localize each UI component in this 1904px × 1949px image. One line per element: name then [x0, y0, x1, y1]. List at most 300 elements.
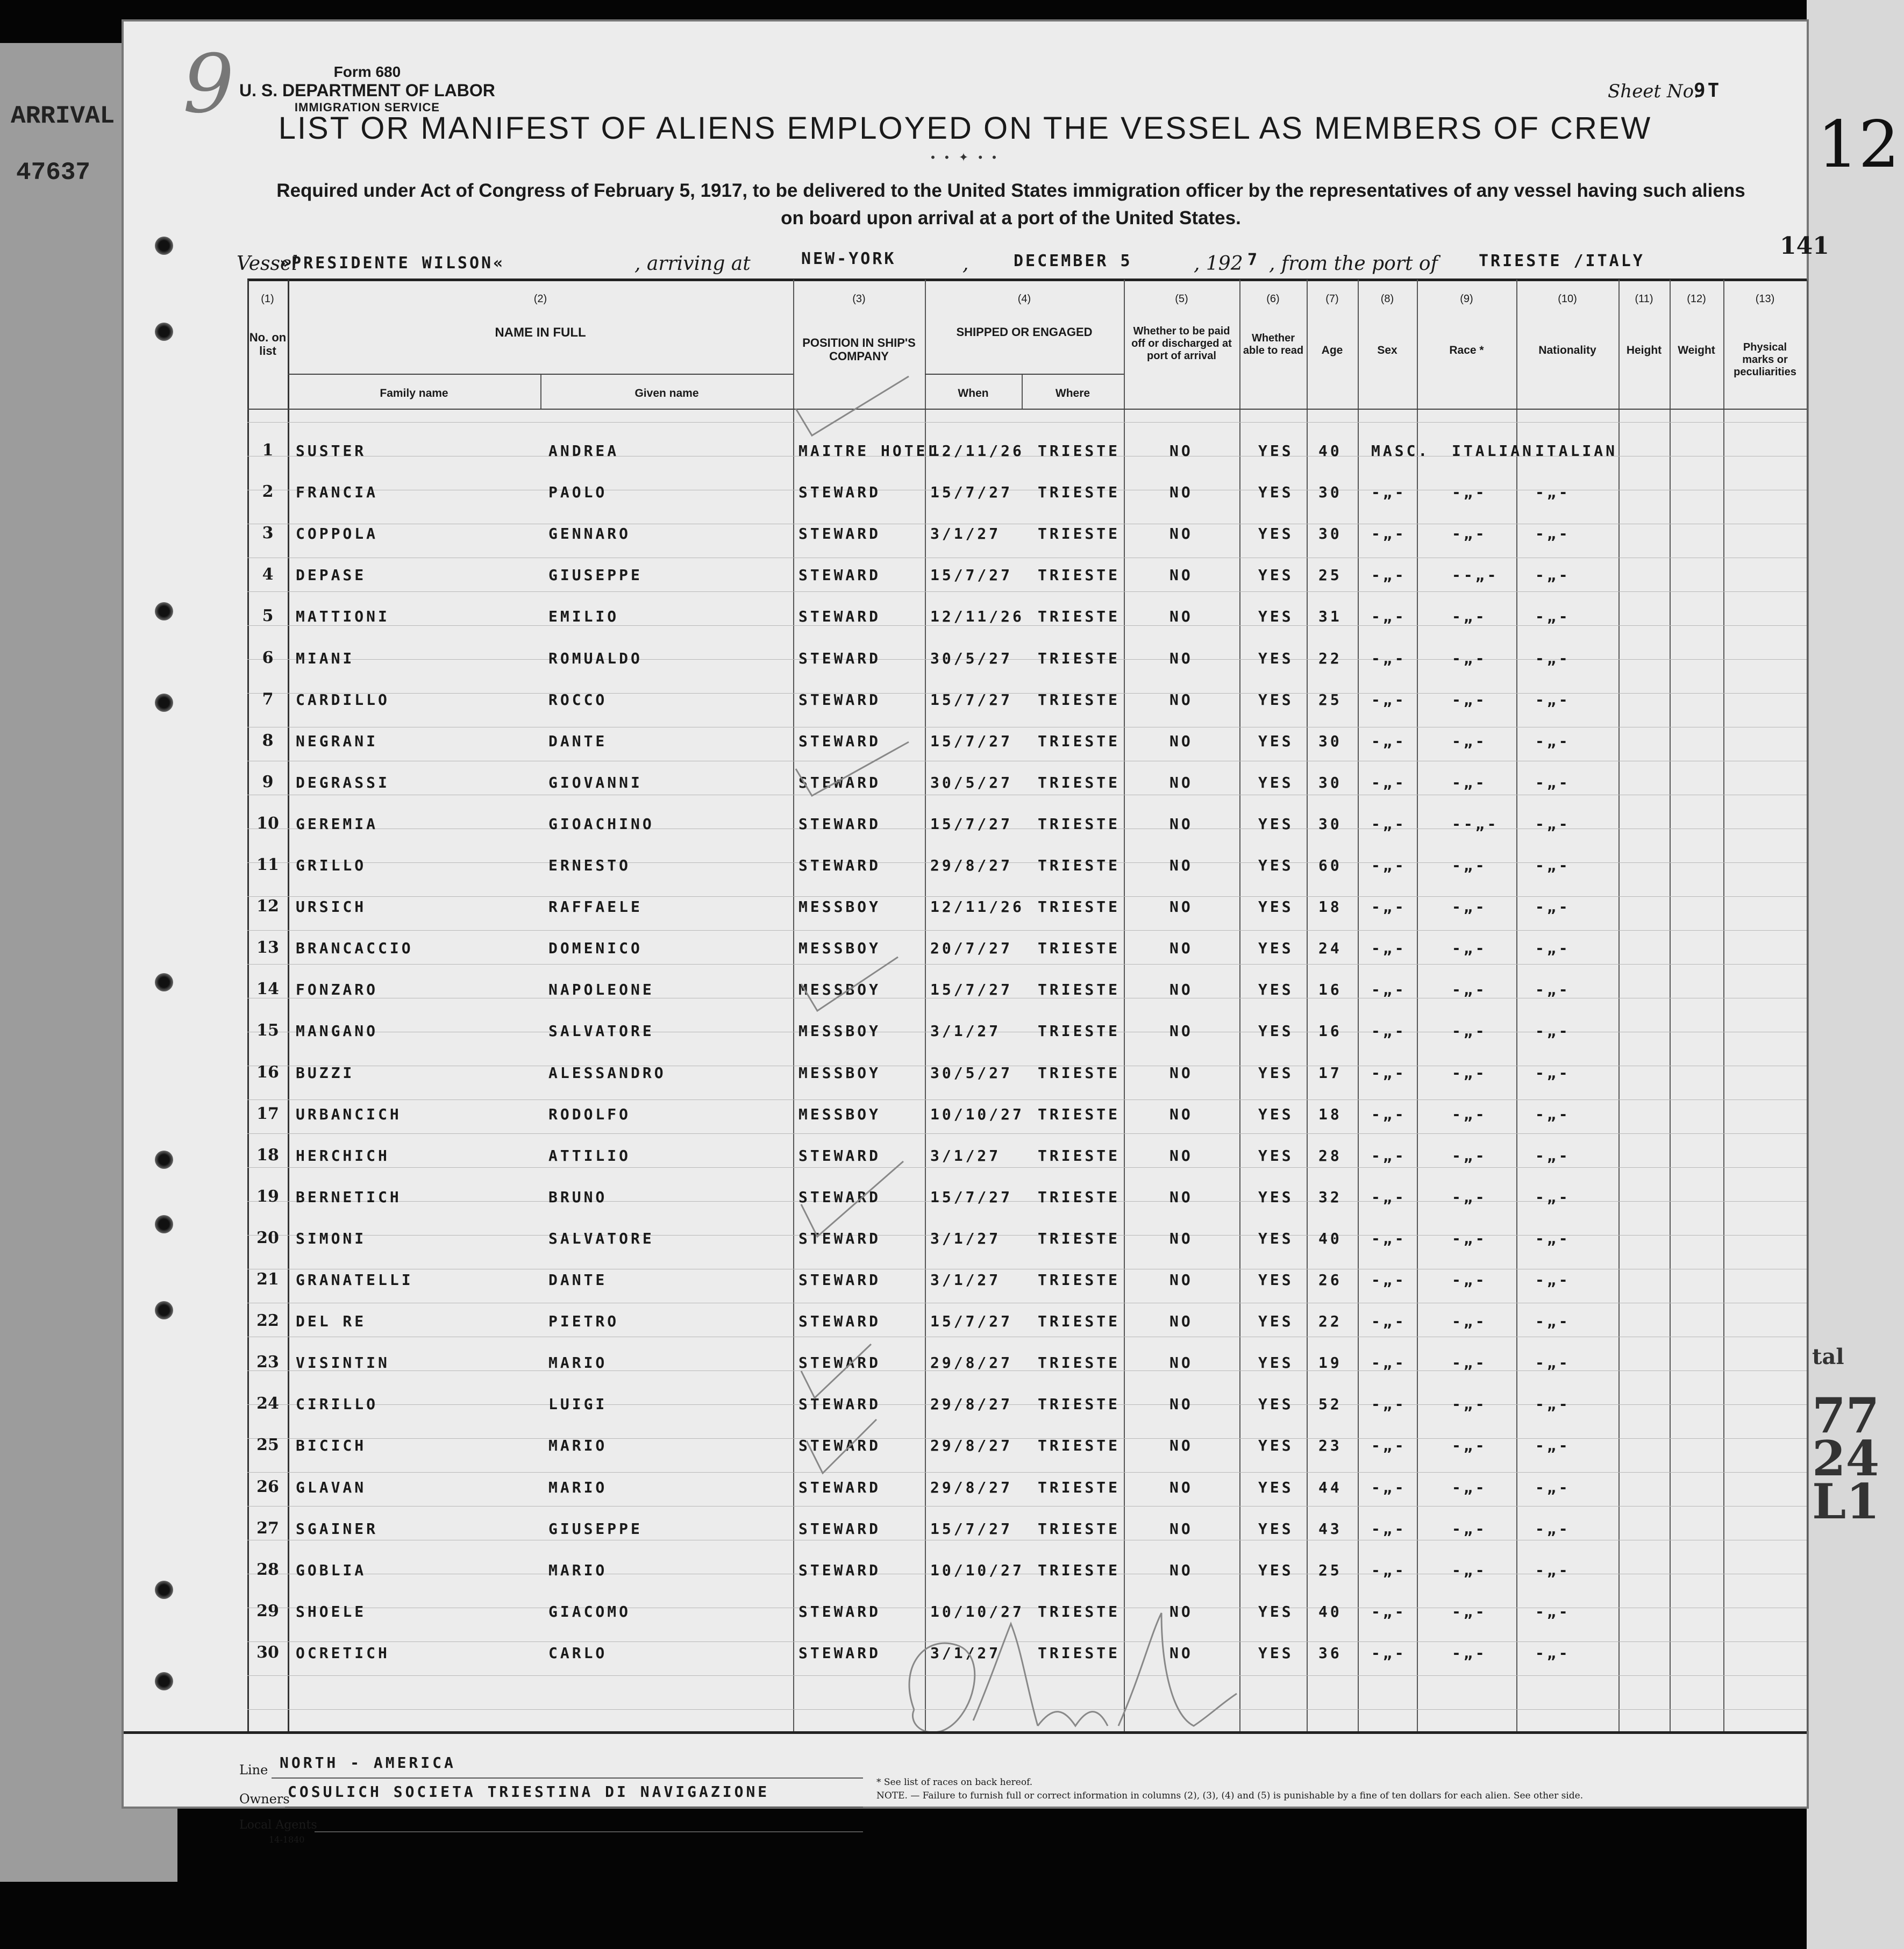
paid-off-cell: NO [1170, 1147, 1193, 1165]
able-to-read-cell: YES [1258, 1022, 1294, 1040]
sex-cell: -„- [1371, 1188, 1407, 1206]
shipped-when-cell: 30/5/27 [930, 1064, 1013, 1082]
shipped-where-cell: TRIESTE [1038, 1354, 1121, 1372]
sex-cell: -„- [1371, 1105, 1407, 1123]
row-number: 17 [256, 1104, 279, 1123]
row-number: 4 [262, 565, 274, 584]
ruled-line [247, 625, 1807, 626]
given-name-cell: LUIGI [548, 1395, 608, 1413]
position-cell: STEWARD [798, 1271, 881, 1289]
position-cell: STEWARD [798, 1188, 881, 1206]
ruled-line [247, 1472, 1807, 1473]
position-cell: STEWARD [798, 1644, 881, 1662]
header-divider [925, 374, 1124, 375]
nationality-cell: -„- [1535, 1561, 1571, 1579]
nationality-cell: -„- [1535, 1022, 1571, 1040]
age-cell: 30 [1318, 483, 1342, 501]
position-cell: STEWARD [798, 1230, 881, 1247]
position-cell: STEWARD [798, 1312, 881, 1330]
header-weight: Weight [1678, 344, 1715, 356]
nationality-cell: -„- [1535, 1147, 1571, 1165]
row-number: 15 [256, 1021, 279, 1040]
given-name-cell: CARLO [548, 1644, 608, 1662]
row-number: 29 [256, 1602, 279, 1620]
race-cell: -„- [1452, 939, 1487, 957]
paid-off-cell: NO [1170, 1561, 1193, 1579]
punch-hole [155, 602, 173, 620]
given-name-cell: PIETRO [548, 1312, 619, 1330]
sheet-no-value: 9T [1694, 80, 1722, 102]
ruled-line [247, 1438, 1807, 1439]
shipped-where-cell: TRIESTE [1038, 1022, 1121, 1040]
able-to-read-cell: YES [1258, 1188, 1294, 1206]
sex-cell: -„- [1371, 649, 1407, 667]
right-fragment-3: 24 [1812, 1430, 1880, 1487]
paid-off-cell: NO [1170, 1644, 1193, 1662]
row-number: 10 [256, 814, 279, 833]
sex-cell: -„- [1371, 525, 1407, 542]
position-cell: STEWARD [798, 732, 881, 750]
position-cell: MESSBOY [798, 1105, 881, 1123]
race-cell: -„- [1452, 483, 1487, 501]
paid-off-cell: NO [1170, 1395, 1193, 1413]
column-divider [1670, 280, 1671, 1731]
owners-underline [285, 1807, 863, 1808]
shipped-where-cell: TRIESTE [1038, 1437, 1121, 1454]
shipped-where-cell: TRIESTE [1038, 442, 1121, 460]
position-cell: MESSBOY [798, 981, 881, 998]
row-number: 30 [256, 1643, 279, 1662]
able-to-read-cell: YES [1258, 608, 1294, 625]
shipped-when-cell: 10/10/27 [930, 1561, 1024, 1579]
arriving-port: NEW-YORK [801, 249, 896, 268]
shipped-when-cell: 30/5/27 [930, 774, 1013, 791]
column-divider [1307, 280, 1308, 1731]
header-shipped: SHIPPED OR ENGAGED [956, 325, 1093, 339]
row-number: 18 [256, 1146, 279, 1165]
header-no-on-list: No. on list [249, 331, 287, 358]
given-name-cell: MARIO [548, 1354, 608, 1372]
col-num-3: (3) [852, 293, 866, 305]
nationality-cell: -„- [1535, 691, 1571, 709]
sheet-no-label: Sheet No. [1608, 81, 1700, 102]
family-name-cell: CARDILLO [296, 691, 390, 709]
ruled-line [247, 659, 1807, 660]
position-cell: STEWARD [798, 1437, 881, 1454]
ruled-line [247, 896, 1807, 897]
nationality-cell: -„- [1535, 732, 1571, 750]
shipped-where-cell: TRIESTE [1038, 939, 1121, 957]
row-number: 24 [256, 1394, 279, 1413]
able-to-read-cell: YES [1258, 525, 1294, 542]
shipped-when-cell: 15/7/27 [930, 1312, 1013, 1330]
shipped-when-cell: 12/11/26 [930, 608, 1024, 625]
able-to-read-cell: YES [1258, 1354, 1294, 1372]
ruled-line [247, 693, 1807, 694]
paid-off-cell: NO [1170, 1520, 1193, 1538]
position-cell: STEWARD [798, 691, 881, 709]
races-footnote: * See list of races on back hereof. [876, 1777, 1033, 1788]
given-name-cell: SALVATORE [548, 1022, 654, 1040]
row-number: 9 [262, 773, 274, 791]
age-cell: 16 [1318, 981, 1342, 998]
right-margin-strip [1807, 0, 1904, 1949]
race-cell: -„- [1452, 1230, 1487, 1247]
family-name-cell: CIRILLO [296, 1395, 379, 1413]
row-number: 16 [256, 1063, 279, 1082]
age-cell: 30 [1318, 732, 1342, 750]
sex-cell: -„- [1371, 898, 1407, 916]
punch-hole [155, 973, 173, 991]
family-name-cell: URBANCICH [296, 1105, 402, 1123]
shipped-when-cell: 3/1/27 [930, 1644, 1001, 1662]
race-cell: -„- [1452, 856, 1487, 874]
age-cell: 52 [1318, 1395, 1342, 1413]
position-cell: STEWARD [798, 1479, 881, 1496]
given-name-cell: ALESSANDRO [548, 1064, 666, 1082]
family-name-cell: SIMONI [296, 1230, 367, 1247]
able-to-read-cell: YES [1258, 1437, 1294, 1454]
shipped-where-cell: TRIESTE [1038, 566, 1121, 584]
race-cell: -„- [1452, 1644, 1487, 1662]
race-cell: ITALIAN [1452, 442, 1535, 460]
sex-cell: -„- [1371, 1064, 1407, 1082]
family-name-cell: NEGRANI [296, 732, 379, 750]
column-divider [1124, 280, 1125, 1731]
row-number: 28 [256, 1560, 279, 1579]
given-name-cell: ROMUALDO [548, 649, 643, 667]
shipped-when-cell: 29/8/27 [930, 1354, 1013, 1372]
paid-off-cell: NO [1170, 608, 1193, 625]
position-cell: STEWARD [798, 1603, 881, 1620]
nationality-cell: -„- [1535, 939, 1571, 957]
vessel-label: Vessel [237, 253, 298, 275]
able-to-read-cell: YES [1258, 1520, 1294, 1538]
col-num-5: (5) [1175, 293, 1188, 305]
given-name-cell: EMILIO [548, 608, 619, 625]
header-sex: Sex [1377, 344, 1397, 356]
col-num-8: (8) [1380, 293, 1394, 305]
ruled-line [247, 862, 1807, 863]
family-name-cell: HERCHICH [296, 1147, 390, 1165]
family-name-cell: DEPASE [296, 566, 367, 584]
paid-off-cell: NO [1170, 939, 1193, 957]
comma-sep: , [962, 253, 969, 275]
shipped-where-cell: TRIESTE [1038, 1312, 1121, 1330]
able-to-read-cell: YES [1258, 483, 1294, 501]
row-number: 19 [256, 1187, 279, 1206]
paid-off-cell: NO [1170, 442, 1193, 460]
family-name-cell: GRILLO [296, 856, 367, 874]
row-number: 23 [256, 1353, 279, 1372]
ruled-line [247, 964, 1807, 965]
race-cell: -„- [1452, 898, 1487, 916]
able-to-read-cell: YES [1258, 566, 1294, 584]
position-cell: STEWARD [798, 856, 881, 874]
nationality-cell: -„- [1535, 1064, 1571, 1082]
nationality-cell: -„- [1535, 981, 1571, 998]
able-to-read-cell: YES [1258, 981, 1294, 998]
age-cell: 44 [1318, 1479, 1342, 1496]
ruled-line [247, 1201, 1807, 1202]
paid-off-cell: NO [1170, 1271, 1193, 1289]
position-cell: STEWARD [798, 483, 881, 501]
family-name-cell: BRANCACCIO [296, 939, 413, 957]
age-cell: 17 [1318, 1064, 1342, 1082]
column-divider [1239, 280, 1240, 1731]
agents-underline [315, 1831, 863, 1832]
given-name-cell: NAPOLEONE [548, 981, 654, 998]
family-name-cell: SUSTER [296, 442, 367, 460]
sex-cell: -„- [1371, 1230, 1407, 1247]
position-cell: STEWARD [798, 1520, 881, 1538]
row-number: 22 [256, 1311, 279, 1330]
shipped-where-cell: TRIESTE [1038, 815, 1121, 833]
able-to-read-cell: YES [1258, 1603, 1294, 1620]
penalty-note: NOTE. — Failure to furnish full or correct information in columns (2), (3), (4) and (5) is punishable by a fine of ten dollars for each alien. See other side. [876, 1790, 1584, 1801]
vessel-name: »PRESIDENTE WILSON« [280, 254, 505, 273]
paid-off-cell: NO [1170, 1312, 1193, 1330]
sex-cell: -„- [1371, 608, 1407, 625]
shipped-where-cell: TRIESTE [1038, 1561, 1121, 1579]
header-name-in-full: NAME IN FULL [495, 325, 586, 340]
punch-hole [155, 1581, 173, 1599]
shipped-when-cell: 15/7/27 [930, 815, 1013, 833]
race-cell: -„- [1452, 981, 1487, 998]
shipped-where-cell: TRIESTE [1038, 1230, 1121, 1247]
from-port-label: , from the port of [1269, 253, 1438, 275]
shipped-where-cell: TRIESTE [1038, 732, 1121, 750]
nationality-cell: -„- [1535, 1354, 1571, 1372]
shipped-when-cell: 3/1/27 [930, 525, 1001, 542]
sex-cell: -„- [1371, 1354, 1407, 1372]
given-name-cell: GENNARO [548, 525, 631, 542]
nationality-cell: -„- [1535, 1437, 1571, 1454]
row-number: 25 [256, 1436, 279, 1454]
race-cell: -„- [1452, 1271, 1487, 1289]
header-race: Race * [1449, 344, 1484, 356]
given-name-cell: ATTILIO [548, 1147, 631, 1165]
family-name-cell: MIANI [296, 649, 355, 667]
col-num-4: (4) [1017, 293, 1031, 305]
row-number: 14 [256, 980, 279, 998]
race-cell: -„- [1452, 691, 1487, 709]
race-cell: -„- [1452, 608, 1487, 625]
punch-hole [155, 1151, 173, 1169]
paid-off-cell: NO [1170, 525, 1193, 542]
col-num-1: (1) [261, 293, 274, 305]
family-name-cell: BICICH [296, 1437, 367, 1454]
family-name-cell: FRANCIA [296, 483, 379, 501]
header-age: Age [1321, 344, 1343, 356]
shipped-when-cell: 3/1/27 [930, 1230, 1001, 1247]
position-cell: MESSBOY [798, 898, 881, 916]
right-fragment-4: L1 [1812, 1473, 1880, 1530]
given-name-cell: MARIO [548, 1437, 608, 1454]
given-name-cell: GIUSEPPE [548, 566, 643, 584]
able-to-read-cell: YES [1258, 1147, 1294, 1165]
age-cell: 16 [1318, 1022, 1342, 1040]
sex-cell: -„- [1371, 1147, 1407, 1165]
sex-cell: -„- [1371, 1271, 1407, 1289]
able-to-read-cell: YES [1258, 1479, 1294, 1496]
race-cell: -„- [1452, 1105, 1487, 1123]
sex-cell: -„- [1371, 774, 1407, 791]
given-name-cell: MARIO [548, 1561, 608, 1579]
row-number: 5 [262, 606, 274, 625]
age-cell: 25 [1318, 691, 1342, 709]
given-name-cell: DANTE [548, 732, 608, 750]
paid-off-cell: NO [1170, 815, 1193, 833]
age-cell: 30 [1318, 815, 1342, 833]
punch-hole [155, 694, 173, 712]
pencil-mark-top-left: 9 [183, 38, 234, 131]
header-where: Where [1055, 387, 1090, 399]
able-to-read-cell: YES [1258, 815, 1294, 833]
shipped-where-cell: TRIESTE [1038, 1188, 1121, 1206]
header-nationality: Nationality [1538, 344, 1596, 356]
family-name-cell: GOBLIA [296, 1561, 367, 1579]
position-cell: STEWARD [798, 774, 881, 791]
from-port: TRIESTE /ITALY [1479, 252, 1645, 270]
age-cell: 30 [1318, 774, 1342, 791]
form-code: 14-1840 [269, 1834, 305, 1845]
shipped-when-cell: 30/5/27 [930, 649, 1013, 667]
ruled-line [247, 1167, 1807, 1168]
line-underline [272, 1777, 863, 1779]
age-cell: 22 [1318, 1312, 1342, 1330]
vessel-line [124, 247, 1807, 280]
service-name: IMMIGRATION SERVICE [294, 100, 440, 114]
header-divider [288, 374, 793, 375]
column-divider [1358, 280, 1359, 1731]
family-name-cell: SHOELE [296, 1603, 367, 1620]
paid-off-cell: NO [1170, 1188, 1193, 1206]
family-name-cell: COPPOLA [296, 525, 379, 542]
given-name-cell: GIACOMO [548, 1603, 631, 1620]
race-cell: -„- [1452, 732, 1487, 750]
paid-off-cell: NO [1170, 1354, 1193, 1372]
family-name-cell: URSICH [296, 898, 367, 916]
right-fragment-1: tal [1812, 1344, 1844, 1369]
given-name-cell: ERNESTO [548, 856, 631, 874]
given-name-cell: GIOVANNI [548, 774, 643, 791]
family-name-cell: GLAVAN [296, 1479, 367, 1496]
punch-hole [155, 237, 173, 255]
shipped-where-cell: TRIESTE [1038, 1147, 1121, 1165]
row-number: 7 [262, 690, 274, 709]
age-cell: 40 [1318, 442, 1342, 460]
family-name-cell: GRANATELLI [296, 1271, 413, 1289]
row-number: 20 [256, 1229, 279, 1247]
family-name-cell: VISINTIN [296, 1354, 390, 1372]
position-cell: STEWARD [798, 1147, 881, 1165]
able-to-read-cell: YES [1258, 732, 1294, 750]
agents-label: Local Agents [239, 1818, 317, 1832]
paid-off-cell: NO [1170, 981, 1193, 998]
age-cell: 24 [1318, 939, 1342, 957]
row-number: 8 [262, 731, 274, 750]
shipped-when-cell: 12/11/26 [930, 898, 1024, 916]
sex-cell: -„- [1371, 939, 1407, 957]
family-name-cell: BERNETICH [296, 1188, 402, 1206]
shipped-when-cell: 29/8/27 [930, 1437, 1013, 1454]
shipped-where-cell: TRIESTE [1038, 649, 1121, 667]
row-number: 3 [262, 524, 274, 542]
column-divider [247, 280, 249, 1731]
able-to-read-cell: YES [1258, 1271, 1294, 1289]
shipped-when-cell: 3/1/27 [930, 1271, 1001, 1289]
form-header [239, 63, 495, 114]
punch-hole [155, 1672, 173, 1690]
given-name-cell: ROCCO [548, 691, 608, 709]
nationality-cell: -„- [1535, 608, 1571, 625]
year-label: , 192 [1194, 253, 1243, 275]
race-cell: -„- [1452, 1561, 1487, 1579]
paid-off-cell: NO [1170, 1479, 1193, 1496]
paid-off-cell: NO [1170, 566, 1193, 584]
col-num-13: (13) [1755, 293, 1775, 305]
sex-cell: -„- [1371, 1644, 1407, 1662]
able-to-read-cell: YES [1258, 939, 1294, 957]
column-divider [1807, 280, 1808, 1731]
sex-cell: MASC. [1371, 442, 1430, 460]
sex-cell: -„- [1371, 815, 1407, 833]
shipped-where-cell: TRIESTE [1038, 691, 1121, 709]
family-name-cell: DEGRASSI [296, 774, 390, 791]
shipped-when-cell: 10/10/27 [930, 1603, 1024, 1620]
sex-cell: -„- [1371, 1395, 1407, 1413]
nationality-cell: -„- [1535, 1603, 1571, 1620]
margin-arrival-fragment: ARRIVAL [11, 102, 115, 130]
sex-cell: -„- [1371, 856, 1407, 874]
col-num-12: (12) [1687, 293, 1706, 305]
line-value: NORTH - AMERICA [280, 1754, 456, 1772]
subtitle-line-2: on board upon arrival at a port of the United States. [781, 207, 1241, 229]
shipped-when-cell: 20/7/27 [930, 939, 1013, 957]
able-to-read-cell: YES [1258, 1230, 1294, 1247]
paid-off-cell: NO [1170, 856, 1193, 874]
family-name-cell: MANGANO [296, 1022, 379, 1040]
age-cell: 22 [1318, 649, 1342, 667]
race-cell: --„- [1452, 815, 1499, 833]
position-cell: STEWARD [798, 1561, 881, 1579]
shipped-where-cell: TRIESTE [1038, 1603, 1121, 1620]
position-cell: STEWARD [798, 525, 881, 542]
nationality-cell: -„- [1535, 898, 1571, 916]
shipped-where-cell: TRIESTE [1038, 1395, 1121, 1413]
paid-off-cell: NO [1170, 1022, 1193, 1040]
able-to-read-cell: YES [1258, 898, 1294, 916]
nationality-cell: -„- [1535, 1188, 1571, 1206]
nationality-cell: -„- [1535, 566, 1571, 584]
able-to-read-cell: YES [1258, 774, 1294, 791]
shipped-where-cell: TRIESTE [1038, 525, 1121, 542]
shipped-when-cell: 3/1/27 [930, 1147, 1001, 1165]
sex-cell: -„- [1371, 691, 1407, 709]
header-divider [247, 409, 1807, 410]
shipped-when-cell: 29/8/27 [930, 1395, 1013, 1413]
sex-cell: -„- [1371, 1022, 1407, 1040]
punch-hole [155, 323, 173, 341]
form-number: Form 680 [333, 63, 401, 80]
header-given-name: Given name [634, 387, 699, 399]
column-divider [1516, 280, 1517, 1731]
given-name-cell: ANDREA [548, 442, 619, 460]
ruled-line [247, 1133, 1807, 1134]
row-number: 2 [262, 482, 274, 501]
ruled-line [247, 591, 1807, 592]
